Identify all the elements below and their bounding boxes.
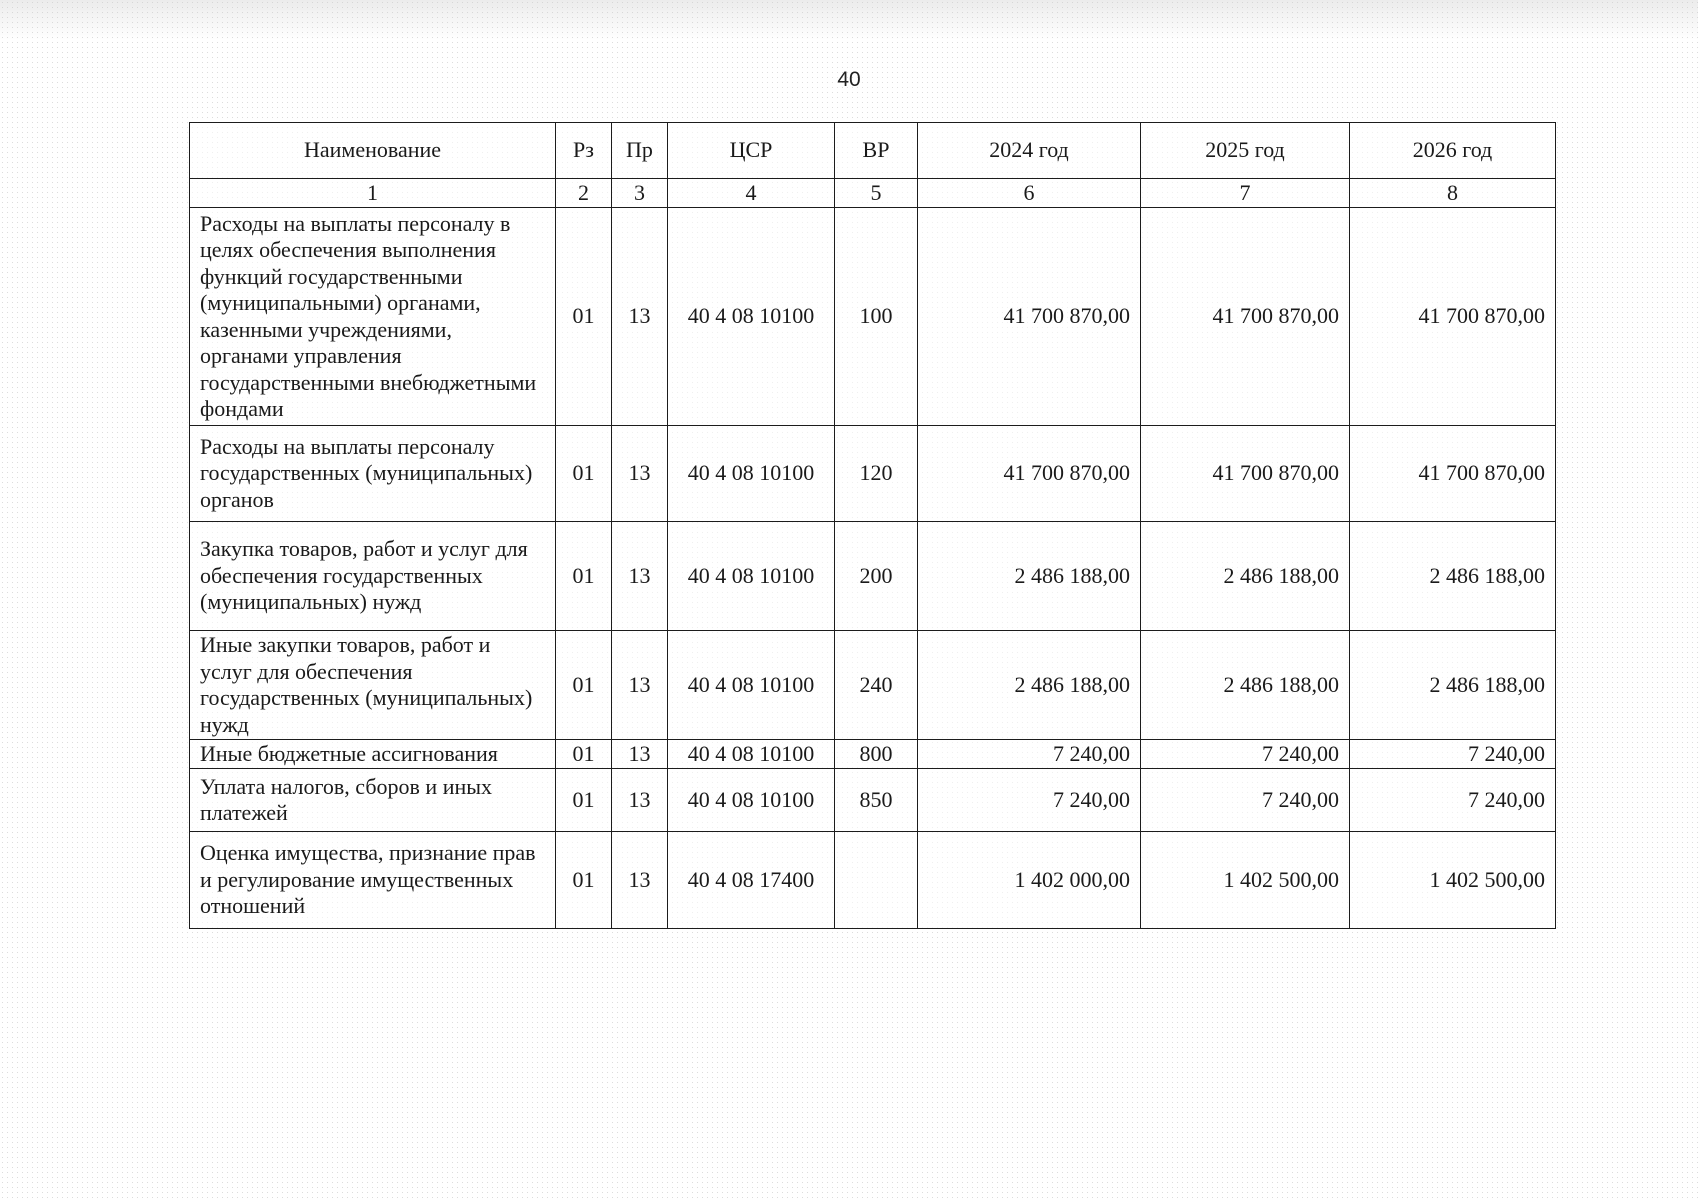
row-pr: 13 <box>612 832 668 929</box>
table-row <box>190 832 1556 929</box>
row-vr: 850 <box>835 769 918 832</box>
index-row <box>190 179 1556 208</box>
row-2025: 1 402 500,00 <box>1141 832 1350 929</box>
header-row <box>190 123 1556 179</box>
header-csr: ЦСР <box>668 123 835 179</box>
row-csr: 40 4 08 10100 <box>668 740 835 769</box>
index-cell: 3 <box>612 179 668 208</box>
row-rz: 01 <box>556 426 612 522</box>
table-row <box>190 426 1556 522</box>
table-row <box>190 769 1556 832</box>
index-cell: 8 <box>1350 179 1556 208</box>
row-2026: 2 486 188,00 <box>1350 522 1556 631</box>
row-rz: 01 <box>556 832 612 929</box>
row-2026: 1 402 500,00 <box>1350 832 1556 929</box>
row-2026: 41 700 870,00 <box>1350 208 1556 426</box>
header-rz: Рз <box>556 123 612 179</box>
row-csr: 40 4 08 10100 <box>668 208 835 426</box>
row-vr: 120 <box>835 426 918 522</box>
row-rz: 01 <box>556 631 612 740</box>
row-vr: 240 <box>835 631 918 740</box>
row-pr: 13 <box>612 740 668 769</box>
table-row <box>190 522 1556 631</box>
index-cell: 7 <box>1141 179 1350 208</box>
table-row <box>190 631 1556 740</box>
row-2025: 2 486 188,00 <box>1141 522 1350 631</box>
row-csr: 40 4 08 10100 <box>668 769 835 832</box>
index-cell: 1 <box>190 179 556 208</box>
row-pr: 13 <box>612 522 668 631</box>
row-2026: 41 700 870,00 <box>1350 426 1556 522</box>
row-2026: 7 240,00 <box>1350 740 1556 769</box>
index-cell: 2 <box>556 179 612 208</box>
row-name: Иные бюджетные ассигнования <box>190 740 556 769</box>
row-2024: 2 486 188,00 <box>918 631 1141 740</box>
row-vr <box>835 832 918 929</box>
row-pr: 13 <box>612 208 668 426</box>
row-2025: 7 240,00 <box>1141 769 1350 832</box>
row-2025: 7 240,00 <box>1141 740 1350 769</box>
row-rz: 01 <box>556 769 612 832</box>
row-2025: 2 486 188,00 <box>1141 631 1350 740</box>
row-2024: 7 240,00 <box>918 740 1141 769</box>
header-2026: 2026 год <box>1350 123 1556 179</box>
index-cell: 6 <box>918 179 1141 208</box>
row-csr: 40 4 08 10100 <box>668 426 835 522</box>
row-vr: 200 <box>835 522 918 631</box>
row-2026: 7 240,00 <box>1350 769 1556 832</box>
page-number: 40 <box>837 68 861 91</box>
row-2026: 2 486 188,00 <box>1350 631 1556 740</box>
table-row <box>190 208 1556 426</box>
header-pr: Пр <box>612 123 668 179</box>
row-vr: 800 <box>835 740 918 769</box>
row-2024: 41 700 870,00 <box>918 208 1141 426</box>
row-rz: 01 <box>556 522 612 631</box>
row-pr: 13 <box>612 426 668 522</box>
row-2025: 41 700 870,00 <box>1141 208 1350 426</box>
budget-table <box>189 122 1556 929</box>
row-rz: 01 <box>556 208 612 426</box>
row-name: Оценка имущества, признание прав и регулирование имущественных отношений <box>190 832 556 929</box>
row-2024: 2 486 188,00 <box>918 522 1141 631</box>
row-2024: 7 240,00 <box>918 769 1141 832</box>
row-csr: 40 4 08 10100 <box>668 631 835 740</box>
row-name: Расходы на выплаты персоналу в целях обеспечения выполнения функций государственными (муниципальными) органами, казенными учреждениями, органами управления государственными внебюджетными фондами <box>190 208 556 426</box>
header-name: Наименование <box>190 123 556 179</box>
row-name: Расходы на выплаты персоналу государственных (муниципальных) органов <box>190 426 556 522</box>
row-name: Закупка товаров, работ и услуг для обеспечения государственных (муниципальных) нужд <box>190 522 556 631</box>
header-2024: 2024 год <box>918 123 1141 179</box>
row-name: Иные закупки товаров, работ и услуг для обеспечения государственных (муниципальных) нужд <box>190 631 556 740</box>
index-cell: 5 <box>835 179 918 208</box>
header-vr: ВР <box>835 123 918 179</box>
row-name: Уплата налогов, сборов и иных платежей <box>190 769 556 832</box>
row-pr: 13 <box>612 769 668 832</box>
row-2024: 1 402 000,00 <box>918 832 1141 929</box>
row-csr: 40 4 08 17400 <box>668 832 835 929</box>
header-2025: 2025 год <box>1141 123 1350 179</box>
row-2025: 41 700 870,00 <box>1141 426 1350 522</box>
row-vr: 100 <box>835 208 918 426</box>
row-pr: 13 <box>612 631 668 740</box>
row-csr: 40 4 08 10100 <box>668 522 835 631</box>
scan-shading <box>0 0 1698 40</box>
row-rz: 01 <box>556 740 612 769</box>
index-cell: 4 <box>668 179 835 208</box>
row-2024: 41 700 870,00 <box>918 426 1141 522</box>
table-row <box>190 740 1556 769</box>
